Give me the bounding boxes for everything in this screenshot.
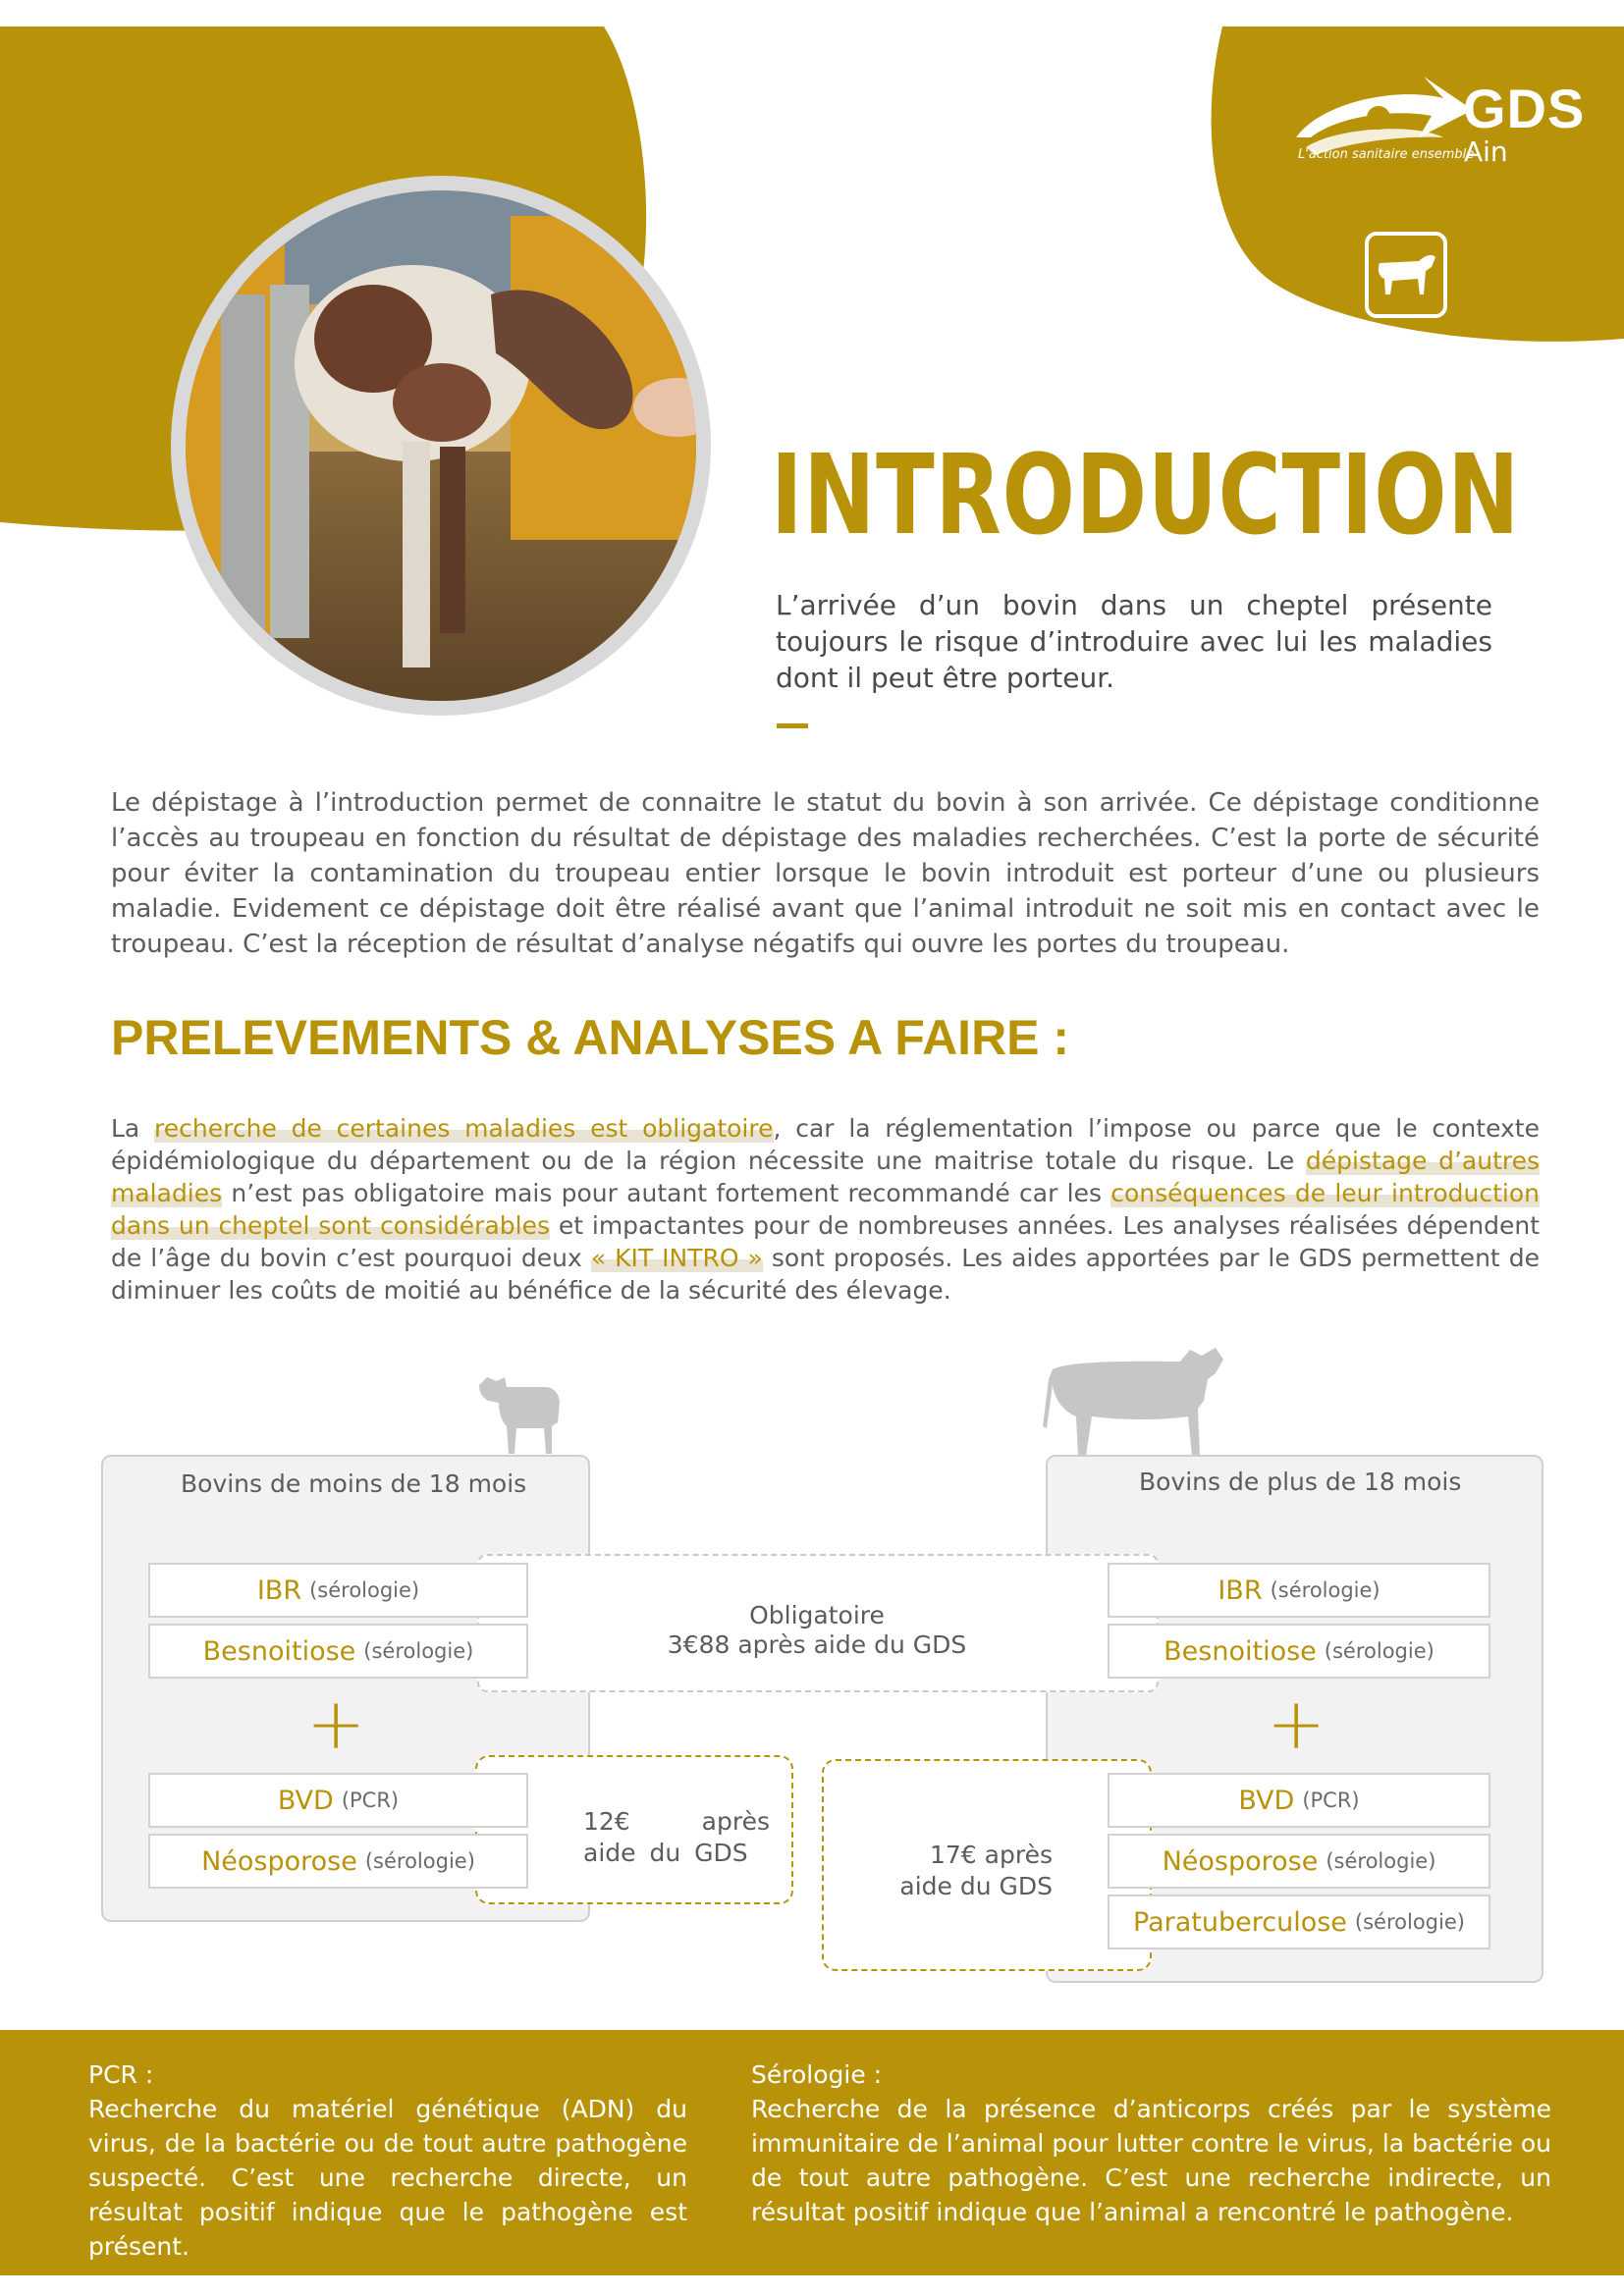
test-adult-besnoitiose: Besnoitiose (sérologie) <box>1108 1624 1490 1679</box>
section-title: PRELEVEMENTS & ANALYSES A FAIRE : <box>111 1010 1070 1065</box>
title-divider <box>777 723 808 728</box>
test-young-bvd: BVD (PCR) <box>148 1773 528 1828</box>
highlight-mandatory: recherche de certaines maladies est obligatoire <box>154 1114 774 1143</box>
highlight-consequences: conséquences de leur introduction dans un cheptel sont considérables <box>111 1179 1541 1240</box>
intro-lead: L’arrivée d’un bovin dans un cheptel présente toujours le risque d’introduire avec lui les maladies dont il peut être porteur. <box>776 589 1492 694</box>
test-young-ibr: IBR (sérologie) <box>148 1563 528 1618</box>
pcr-definition: Recherche du matériel génétique (ADN) du virus, de la bactérie ou de tout autre pathogène suspecté. C’est une recherche directe, un résultat positif indique que le pathogène est présent. <box>88 2095 687 2261</box>
definitions-footer <box>0 2030 1624 2275</box>
serology-definition: Recherche de la présence d’anticorps créés par le système immunitaire de l’animal pour lutter contre le virus, la bactérie ou de tout autre pathogène. C’est une recherche indirecte, un résultat positif indique que l’animal a rencontré le pathogène. <box>751 2095 1551 2226</box>
analyses-paragraph <box>111 1112 1540 1307</box>
p2-text: La <box>111 1114 155 1143</box>
p2-text: et impactantes pour de nombreuses années. Les analyses réalisées dépendent de l’âge du bovin c’est pourquoi deux <box>111 1211 1540 1272</box>
kit-adult-price: 17€ après aide du GDS <box>899 1841 1053 1900</box>
test-young-neosporose: Néosporose (sérologie) <box>148 1834 528 1889</box>
brand-tagline: L'action sanitaire ensemble <box>1298 147 1475 162</box>
mandatory-price: 3€88 après aide du GDS <box>667 1630 967 1659</box>
cow-icon <box>1043 1348 1223 1456</box>
brand-name: GDS <box>1463 78 1586 139</box>
mandatory-label: Obligatoire <box>749 1601 885 1629</box>
plus-icon-adult: + <box>1267 1682 1326 1765</box>
page-title: INTRODUCTION <box>771 432 1521 560</box>
plus-icon-young: + <box>306 1682 366 1765</box>
test-adult-neosporose: Néosporose (sérologie) <box>1108 1834 1490 1889</box>
serology-title: Sérologie : <box>751 2060 883 2089</box>
right-gold-shape <box>1212 27 1624 342</box>
test-adult-paratuberculose: Paratuberculose (sérologie) <box>1108 1895 1490 1949</box>
calf-icon <box>477 1367 566 1456</box>
brand-region: Ain <box>1464 135 1508 168</box>
test-adult-bvd: BVD (PCR) <box>1108 1773 1490 1828</box>
test-young-besnoitiose: Besnoitiose (sérologie) <box>148 1624 528 1679</box>
test-adult-ibr: IBR (sérologie) <box>1108 1563 1490 1618</box>
intro-paragraph: Le dépistage à l’introduction permet de connaitre le statut du bovin à son arrivée. Ce dépistage conditionne l’accès au troupeau en fonction du résultat de dépistage des maladies recherchées. C’est la porte de sécurité pour éviter la contamination du troupeau entier lorsque le bovin introduit est porteur d’une ou plusieurs maladie. Evidement ce dépistage doit être réalisé avant que l’animal introduit ne soit mis en contact avec le troupeau. C’est la réception de résultat d’analyse négatifs qui ouvre les portes du troupeau. <box>111 788 1540 959</box>
kit-young-label: Bovins de moins de 18 mois <box>181 1469 527 1498</box>
p2-text: n’est pas obligatoire mais pour autant fortement recommandé car les <box>222 1179 1111 1207</box>
highlight-kit-intro: « KIT INTRO » <box>590 1244 763 1272</box>
highlight-other-diseases: dépistage d’autres maladies <box>111 1147 1541 1207</box>
p2-text: , car la réglementation l’impose ou parce que le contexte épidémiologique du département ou de la région nécessite une maitrise totale du risque. Le <box>111 1114 1540 1175</box>
kit-adult-label: Bovins de plus de 18 mois <box>1139 1468 1462 1496</box>
p2-text: sont proposés. Les aides apportées par le GDS permettent de diminuer les coûts de moitié au bénéfice de la sécurité des élevage. <box>111 1244 1540 1305</box>
pcr-title: PCR : <box>88 2060 154 2089</box>
kit-young-price: 12€ après aide du GDS <box>583 1807 770 1867</box>
